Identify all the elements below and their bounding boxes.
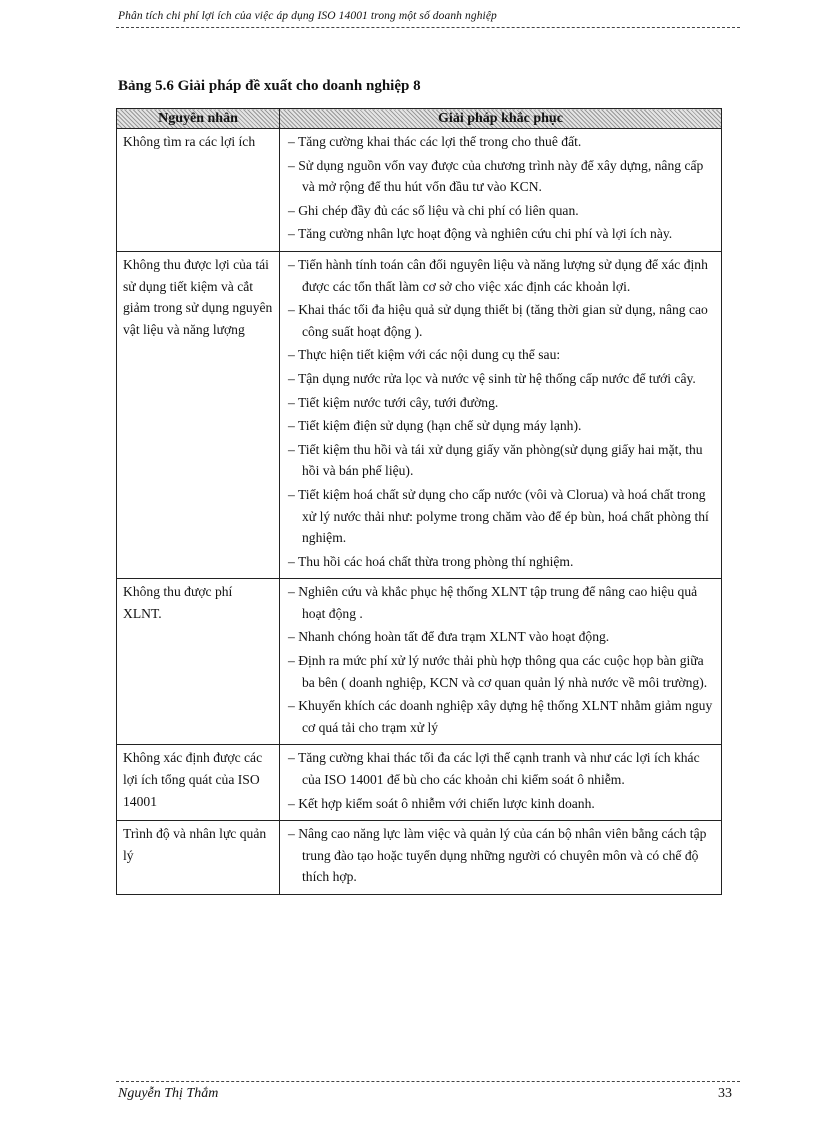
table-row <box>117 745 722 821</box>
solution-item: – Kết hợp kiểm soát ô nhiễm với chiến lược kinh doanh. <box>288 795 595 811</box>
footer-divider <box>116 1081 740 1082</box>
header-cause: Nguyên nhân <box>117 109 280 129</box>
cause-cell: Không thu được lợi của tái sử dụng tiết kiệm và cắt giảm trong sử dụng nguyên vật liệu và năng lượng <box>117 251 280 578</box>
running-header: Phân tích chi phí lợi ích của việc áp dụng ISO 14001 trong một số doanh nghiệp <box>118 10 497 22</box>
solution-cell <box>280 745 722 821</box>
table-header-row <box>117 109 722 129</box>
solution-item: – Ghi chép đầy đủ các số liệu và chi phí có liên quan. <box>288 202 579 218</box>
header-divider <box>116 27 740 28</box>
solution-cell <box>280 129 722 252</box>
solution-item: – Nâng cao năng lực làm việc và quản lý của cán bộ nhân viên bằng cách tập trung đào tạo hoặc tuyển dụng những người có chuyên môn và có chế độ thích hợp. <box>288 826 707 885</box>
solution-item: – Định ra mức phí xử lý nước thải phù hợp thông qua các cuộc họp bàn giữa ba bên ( doanh nghiệp, KCN và cơ quan quản lý nhà nước về môi trường). <box>288 653 708 690</box>
solution-item: – Thu hồi các hoá chất thừa trong phòng thí nghiệm. <box>288 553 574 569</box>
cause-cell: Không thu được phí XLNT. <box>117 579 280 745</box>
table-row <box>117 579 722 745</box>
cause-cell: Không tìm ra các lợi ích <box>117 129 280 252</box>
solution-item: – Nhanh chóng hoàn tất để đưa trạm XLNT vào hoạt động. <box>288 629 610 645</box>
solution-item: – Khuyến khích các doanh nghiệp xây dựng hệ thống XLNT nhằm giảm nguy cơ quá tải cho trạm xử lý <box>288 698 713 735</box>
solution-item: – Tiết kiệm điện sử dụng (hạn chế sử dụng máy lạnh). <box>288 418 582 434</box>
solution-item: – Tiết kiệm thu hồi và tái xử dụng giấy văn phòng(sử dụng giấy hai mặt, thu hồi và bán phế liệu). <box>288 441 703 479</box>
solution-item: – Tăng cường nhân lực hoạt động và nghiên cứu chi phí và lợi ích này. <box>288 226 673 242</box>
author-name: Nguyễn Thị Thắm <box>118 1086 219 1101</box>
solutions-table <box>116 108 722 895</box>
solution-item: – Khai thác tối đa hiệu quả sử dụng thiết bị (tăng thời gian sử dụng, nâng cao công suất hoạt động ). <box>288 302 708 339</box>
solution-cell <box>280 821 722 895</box>
page-number: 33 <box>718 1086 732 1101</box>
solution-item: – Tiến hành tính toán cân đối nguyên liệu và năng lượng sử dụng để xác định được các tổn thất làm cơ sở cho việc xác định các khoản lợi. <box>288 256 708 294</box>
cause-cell: Trình độ và nhân lực quản lý <box>117 821 280 895</box>
solution-item: – Tiết kiệm nước tưới cây, tưới đường. <box>288 394 499 410</box>
solution-item: – Tăng cường khai thác các lợi thế trong cho thuê đất. <box>288 134 582 149</box>
cause-cell: Không xác định được các lợi ích tổng quát của ISO 14001 <box>117 745 280 821</box>
solution-item: – Tận dụng nước rửa lọc và nước vệ sinh từ hệ thống cấp nước để tưới cây. <box>288 370 696 386</box>
solution-item: – Thực hiện tiết kiệm với các nội dung cụ thể sau: <box>288 347 561 363</box>
solution-item: – Nghiên cứu và khắc phục hệ thống XLNT tập trung để nâng cao hiệu quả hoạt động . <box>288 584 698 621</box>
solution-item: – Tăng cường khai thác tối đa các lợi thế cạnh tranh và như các lợi ích khác của ISO 14001 để bù cho các khoản chi kiểm soát ô nhiễm. <box>288 750 700 788</box>
table-row <box>117 251 722 578</box>
solution-cell <box>280 251 722 578</box>
table-caption: Bảng 5.6 Giải pháp đề xuất cho doanh nghiệp 8 <box>118 78 421 94</box>
solution-cell <box>280 579 722 745</box>
solution-item: – Sử dụng nguồn vốn vay được của chương trình này để xây dựng, nâng cấp và mở rộng để thu hút vốn đầu tư vào KCN. <box>288 157 704 195</box>
header-solution: Giải pháp khắc phục <box>280 109 722 129</box>
table-row <box>117 129 722 252</box>
table-row <box>117 821 722 895</box>
solution-item: – Tiết kiệm hoá chất sử dụng cho cấp nước (vôi và Clorua) và hoá chất trong xử lý nước thải như: polyme trong chăm vào để ép bùn, hoá chất phòng thí nghiệm. <box>288 486 709 546</box>
